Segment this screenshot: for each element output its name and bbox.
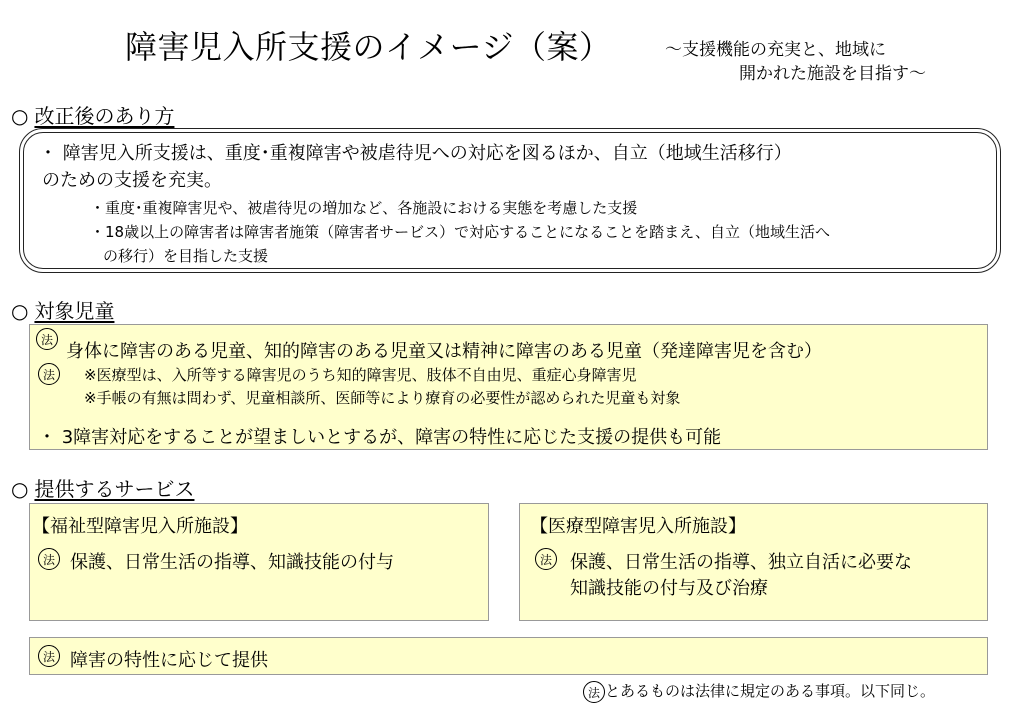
welfare-facility-title: 【福祉型障害児入所施設】 — [32, 516, 248, 537]
footnote-text: とあるものは法律に規定のある事項。以下同じ。 — [605, 682, 936, 700]
revision-box — [19, 128, 1001, 273]
subtitle-line-2: 開かれた施設を目指す～ — [739, 64, 926, 84]
law-mark-icon: 法 — [38, 548, 60, 570]
circle-mark-icon: ○ — [11, 299, 29, 323]
target-children-note-1: ※医療型は、入所等する障害児のうち知的障害児、肢体不自由児、重症心身障害児 — [84, 366, 637, 384]
section-heading-revision: ○ 改正後のあり方 — [11, 104, 175, 128]
law-mark-icon: 法 — [36, 328, 58, 350]
footnote — [583, 680, 935, 703]
revision-sub-item-2-line-1: ・18歳以上の障害者は障害者施策（障害者サービス）で対応することになることを踏まえ、自立（地域生活へ — [90, 223, 830, 241]
target-children-box — [29, 324, 988, 450]
medical-facility-title: 【医療型障害児入所施設】 — [530, 516, 746, 537]
page-subtitle — [665, 38, 926, 86]
section-heading-target-children: ○ 対象児童 — [11, 299, 115, 323]
law-mark-icon: 法 — [38, 645, 60, 667]
circle-mark-icon: ○ — [11, 477, 29, 501]
disability-characteristics-box — [29, 637, 988, 675]
medical-facility-description-line-1: 保護、日常生活の指導、独立自活に必要な — [570, 552, 912, 573]
law-mark-icon: 法 — [535, 548, 557, 570]
welfare-facility-box — [29, 503, 489, 621]
subtitle-line-1: ～支援機能の充実と、地域に — [665, 40, 886, 60]
disability-characteristics-text: 障害の特性に応じて提供 — [70, 650, 268, 671]
circle-mark-icon: ○ — [11, 104, 29, 128]
page-title: 障害児入所支援のイメージ（案） — [125, 28, 612, 66]
medical-facility-description-line-2: 知識技能の付与及び治療 — [570, 578, 768, 599]
target-children-definition: 身体に障害のある児童、知的障害のある児童又は精神に障害のある児童（発達障害児を含む） — [66, 341, 822, 362]
medical-facility-box — [519, 503, 988, 621]
revision-bullet-line-1: ・ 障害児入所支援は、重度･重複障害や被虐待児への対応を図るほか、自立（地域生活移行） — [39, 143, 792, 164]
law-mark-icon: 法 — [583, 681, 605, 703]
section-heading-services: ○ 提供するサービス — [11, 477, 195, 501]
welfare-facility-description: 保護、日常生活の指導、知識技能の付与 — [70, 552, 394, 573]
target-children-note-2: ※手帳の有無は問わず、児童相談所、医師等により療育の必要性が認められた児童も対象 — [84, 389, 681, 407]
revision-sub-item-1: ・重度･重複障害児や、被虐待児の増加など、各施設における実態を考慮した支援 — [90, 199, 638, 217]
revision-sub-item-2-line-2: の移行）を目指した支援 — [103, 247, 269, 265]
target-children-bullet: ・ 3障害対応をすることが望ましいとするが、障害の特性に応じた支援の提供も可能 — [38, 427, 722, 448]
revision-bullet-line-2: のための支援を充実。 — [42, 170, 222, 191]
law-mark-icon: 法 — [38, 363, 60, 385]
